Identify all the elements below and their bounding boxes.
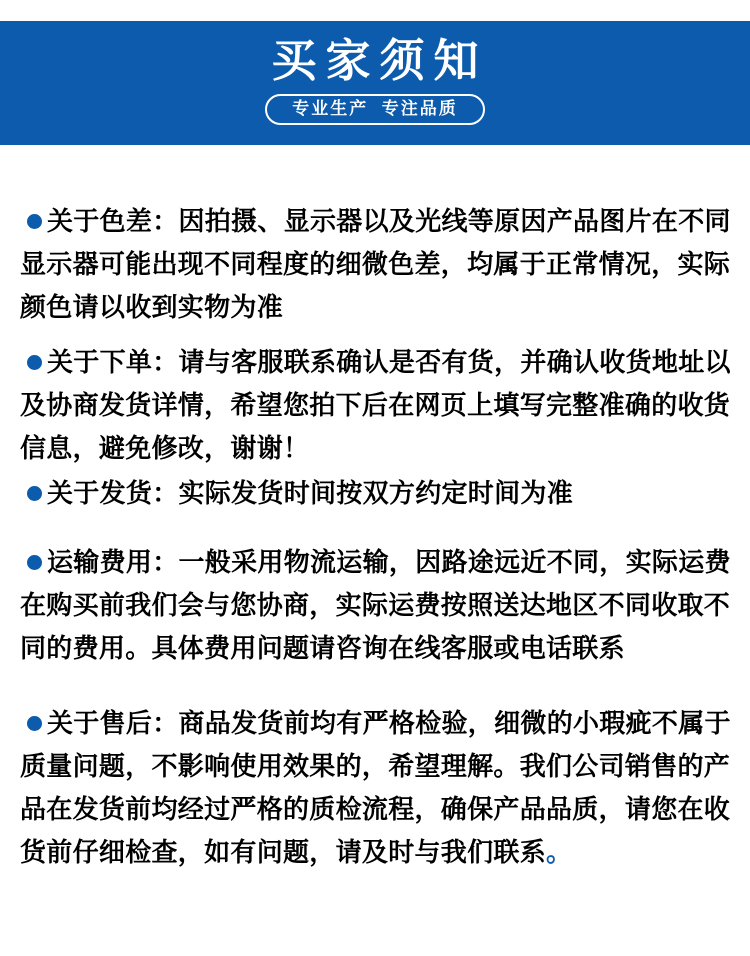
notice-line	[20, 286, 730, 329]
badge-row	[0, 94, 750, 125]
notice-text: 质量问题，不影响使用效果的，希望理解。我们公司销售的产	[20, 751, 731, 781]
notice-text: 信息，避免修改，谢谢！	[20, 433, 310, 463]
notice-line	[20, 831, 730, 874]
bullet-icon	[27, 716, 42, 731]
notice-text: 颜色请以收到实物为准	[20, 292, 284, 322]
notice-color-difference	[20, 200, 730, 329]
notice-line	[20, 788, 730, 831]
bullet-icon	[27, 555, 42, 570]
notice-text: 关于色差：因拍摄、显示器以及光线等原因产品图片在不同	[47, 206, 731, 236]
page-title: 买家须知	[271, 35, 488, 86]
bullet-icon	[27, 486, 42, 501]
notice-line	[20, 702, 730, 745]
notice-line	[20, 243, 730, 286]
header-banner	[0, 21, 750, 145]
notice-line	[20, 427, 730, 470]
bullet-icon	[27, 214, 42, 229]
blue-period: 。	[546, 837, 573, 867]
notice-text: 同的费用。具体费用问题请咨询在线客服或电话联系	[20, 633, 625, 663]
buyer-notice-page	[0, 21, 750, 956]
notice-line	[20, 472, 730, 515]
notice-text: 关于发货：实际发货时间按双方约定时间为准	[47, 478, 574, 508]
notice-text: 关于售后：商品发货前均有严格检验，细微的小瑕疵不属于	[47, 708, 731, 738]
notice-list	[0, 200, 750, 874]
notice-after-sales	[20, 702, 730, 874]
notice-line	[20, 627, 730, 670]
notice-text: 在购买前我们会与您协商，实际运费按照送达地区不同收取不	[20, 590, 731, 620]
notice-text: 关于下单：请与客服联系确认是否有货，并确认收货地址以	[47, 347, 731, 377]
notice-line	[20, 384, 730, 427]
notice-text: 货前仔细检查，如有问题，请及时与我们联系	[20, 837, 547, 867]
notice-ordering	[20, 341, 730, 470]
notice-text: 品在发货前均经过严格的质检流程，确保产品品质，请您在收	[20, 794, 731, 824]
notice-line	[20, 341, 730, 384]
notice-text: 显示器可能出现不同程度的细微色差，均属于正常情况，实际	[20, 249, 731, 279]
notice-text: 运输费用：一般采用物流运输，因路途远近不同，实际运费	[47, 547, 731, 577]
notice-shipping	[20, 472, 730, 515]
quality-badge: 专业生产 专注品质	[265, 94, 484, 125]
notice-freight-cost	[20, 541, 730, 670]
notice-line	[20, 541, 730, 584]
notice-line	[20, 584, 730, 627]
notice-line	[20, 745, 730, 788]
bullet-icon	[27, 355, 42, 370]
notice-line	[20, 200, 730, 243]
notice-text: 及协商发货详情，希望您拍下后在网页上填写完整准确的收货	[20, 390, 731, 420]
